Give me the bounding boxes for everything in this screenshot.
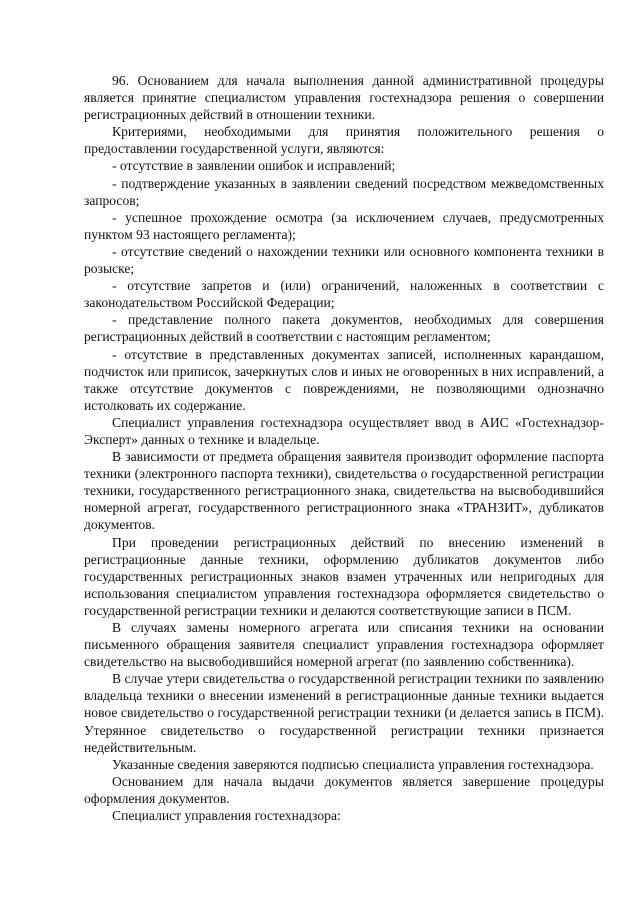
paragraph-criteria-intro: Критериями, необходимыми для принятия положительного решения о предоставлении государственной услуги, являются: <box>84 124 604 157</box>
paragraph-document-issuance: В зависимости от предмета обращения заявителя производит оформление паспорта техники (электронного паспорта техники), свидетельства о государственной регистрации техники, государственного регистрационного знака, свидетельства на высвободившийся номерной агрегат, государственного регистрационного знака «ТРАНЗИТ», дубликатов документов. <box>84 449 604 533</box>
paragraph-data-entry: Специалист управления гостехнадзора осуществляет ввод в АИС «Гостехнадзор-Эксперт» данных о технике и владельце. <box>84 414 604 447</box>
document-body <box>84 72 604 824</box>
list-item-criterion: - отсутствие сведений о нахождении техники или основного компонента техники в розыске; <box>84 243 604 277</box>
list-item-criterion: - представление полного пакета документов, необходимых для совершения регистрационных действий в соответствии с настоящим регламентом; <box>84 312 604 345</box>
paragraph-specialist: Специалист управления гостехнадзора: <box>112 808 341 824</box>
paragraph-procedure-basis: 96. Основанием для начала выполнения данной административной процедуры является принятие специалистом управления гостехнадзора решения о совершении регистрационных действий в отношении техники. <box>84 73 604 123</box>
paragraph-signature: Указанные сведения заверяются подписью специалиста управления гостехнадзора. <box>112 756 594 772</box>
list-item-criterion: - успешное прохождение осмотра (за исключением случаев, предусмотренных пунктом 93 настоящего регламента); <box>84 209 604 242</box>
list-item-criterion: - подтверждение указанных в заявлении сведений посредством межведомственных запросов; <box>84 175 604 208</box>
list-item-criterion: - отсутствие в представленных документах записей, исполненных карандашом, подчисток или приписок, зачеркнутых слов и иных не оговоренных в них исправлений, а также отсутствие документов с повреждениями, не позволяющими однозначно истолковать их содержание. <box>84 346 604 413</box>
paragraph-unit-replacement: В случаях замены номерного агрегата или списания техники на основании письменного обращения заявителя специалист управления гостехнадзора оформляет свидетельство на высвободившийся номерной агрегат (по заявлению собственника). <box>84 620 604 670</box>
list-item-criterion: - отсутствие в заявлении ошибок и исправлений; <box>112 158 396 174</box>
paragraph-lost-certificate: В случае утери свидетельства о государственной регистрации техники по заявлению владельца техники о внесении изменений в регистрационные данные техники выдается новое свидетельство о государственной регистрации техники (и делается запись в ПСМ). Утерянное свидетельство о государственной регистрации техники признается недействительным. <box>84 671 604 755</box>
list-item-criterion: - отсутствие запретов и (или) ограничений, наложенных в соответствии с законодательством Российской Федерации; <box>84 278 604 311</box>
paragraph-issuance-basis: Основанием для начала выдачи документов является завершение процедуры оформления документов. <box>84 773 604 806</box>
paragraph-registration-changes: При проведении регистрационных действий по внесению изменений в регистрационные данные техники, оформлению дубликатов документов либо государственных регистрационных знаков взамен утраченных или непригодных для использования специалистом управления гостехнадзора оформляется свидетельство о государственной регистрации техники и делаются соответствующие записи в ПСМ. <box>84 534 604 618</box>
